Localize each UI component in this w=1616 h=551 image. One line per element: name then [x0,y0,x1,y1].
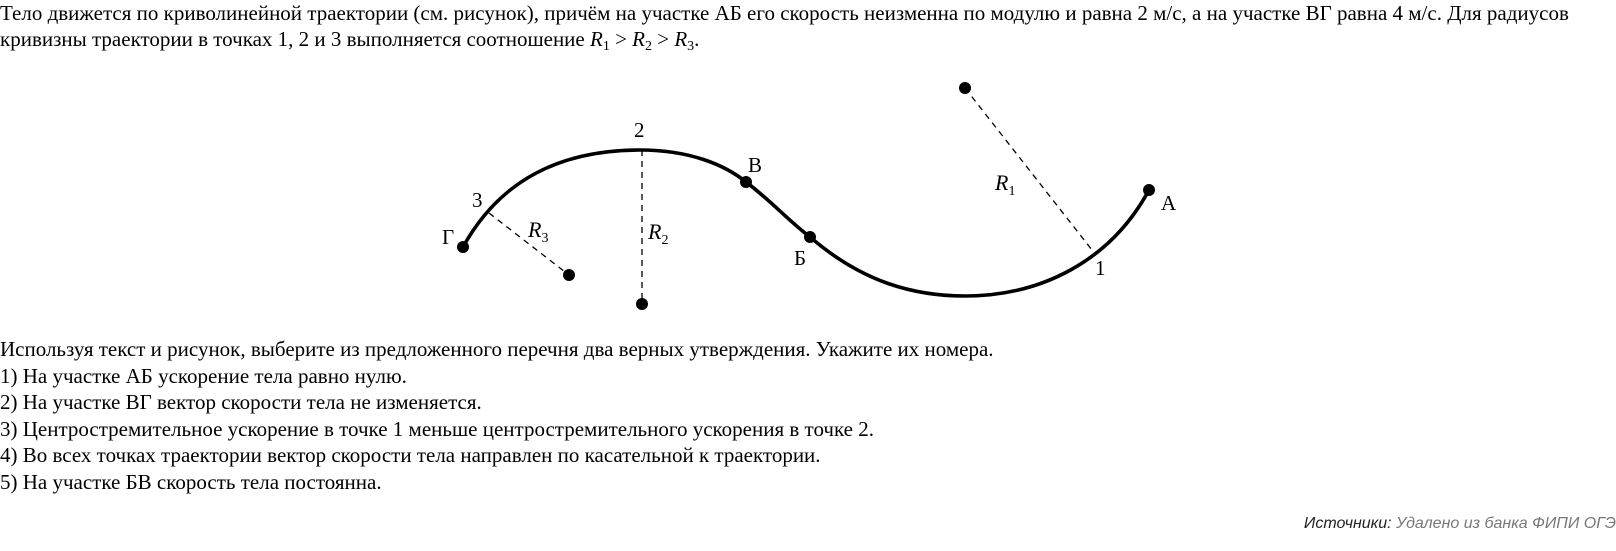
label-v: В [748,153,763,177]
point-b [804,231,816,243]
answer-option-1: 1) На участке АБ ускорение тела равно нулю. [0,363,407,388]
relation-gt-2: > [652,27,675,51]
answer-option-2: 2) На участке ВГ вектор скорости тела не изменяется. [0,390,482,414]
radius-line-r1 [965,88,1092,250]
label-g: Г [442,225,455,249]
label-r1: $R_1$ [995,170,1016,199]
answer-option-5: 5) На участке БВ скорость тела постоянна. [0,469,382,494]
label-r2: $R_2$ [648,219,669,248]
relation-r1: R [590,27,603,51]
relation-r1-sub: 1 [602,39,610,54]
source-value: Удалено из банка ФИПИ ОГЭ [1396,515,1616,532]
source-note [1304,515,1616,533]
relation-r3-sub: 3 [687,39,695,54]
center-r1 [959,82,971,94]
label-r3: $R_3$ [528,217,549,246]
point-g [457,241,469,253]
point-v [740,176,752,188]
relation-gt-1: > [609,27,633,51]
question-block [0,336,1612,495]
answer-options [0,363,1612,496]
answer-option-3: 3) Центростремительное ускорение в точке 1 меньше центростремительного ускорения в точке 2. [0,416,874,441]
relation-r2: R [632,27,645,51]
source-label: Источники: [1303,515,1392,532]
relation-end: . [694,27,700,51]
problem-intro-text: Тело движется по криволинейной траектории (см. рисунок), причём на участке АБ его скорость неизменна по модулю и равна 2 м/с, а на участке ВГ равна 4 м/с. Для радиусов кривизны траектории в точках 1, 2 и 3 выполняется соотношение [0,1,1569,51]
relation-r2-sub: 2 [645,39,652,54]
center-r3 [563,269,575,281]
question-prompt: Используя текст и рисунок, выберите из предложенного перечня два верных утверждения. Укажите их номера. [0,337,994,361]
label-b: Б [794,246,807,270]
point-a [1143,184,1155,196]
answer-option-4: 4) Во всех точках траектории вектор скорости тела направлен по касательной к траектории. [0,443,821,467]
label-point-3: 3 [472,188,483,212]
label-point-2: 2 [634,118,645,142]
relation-r3: R [674,27,688,51]
center-r2 [636,298,648,310]
label-a: А [1161,191,1177,215]
label-point-1: 1 [1095,256,1106,280]
